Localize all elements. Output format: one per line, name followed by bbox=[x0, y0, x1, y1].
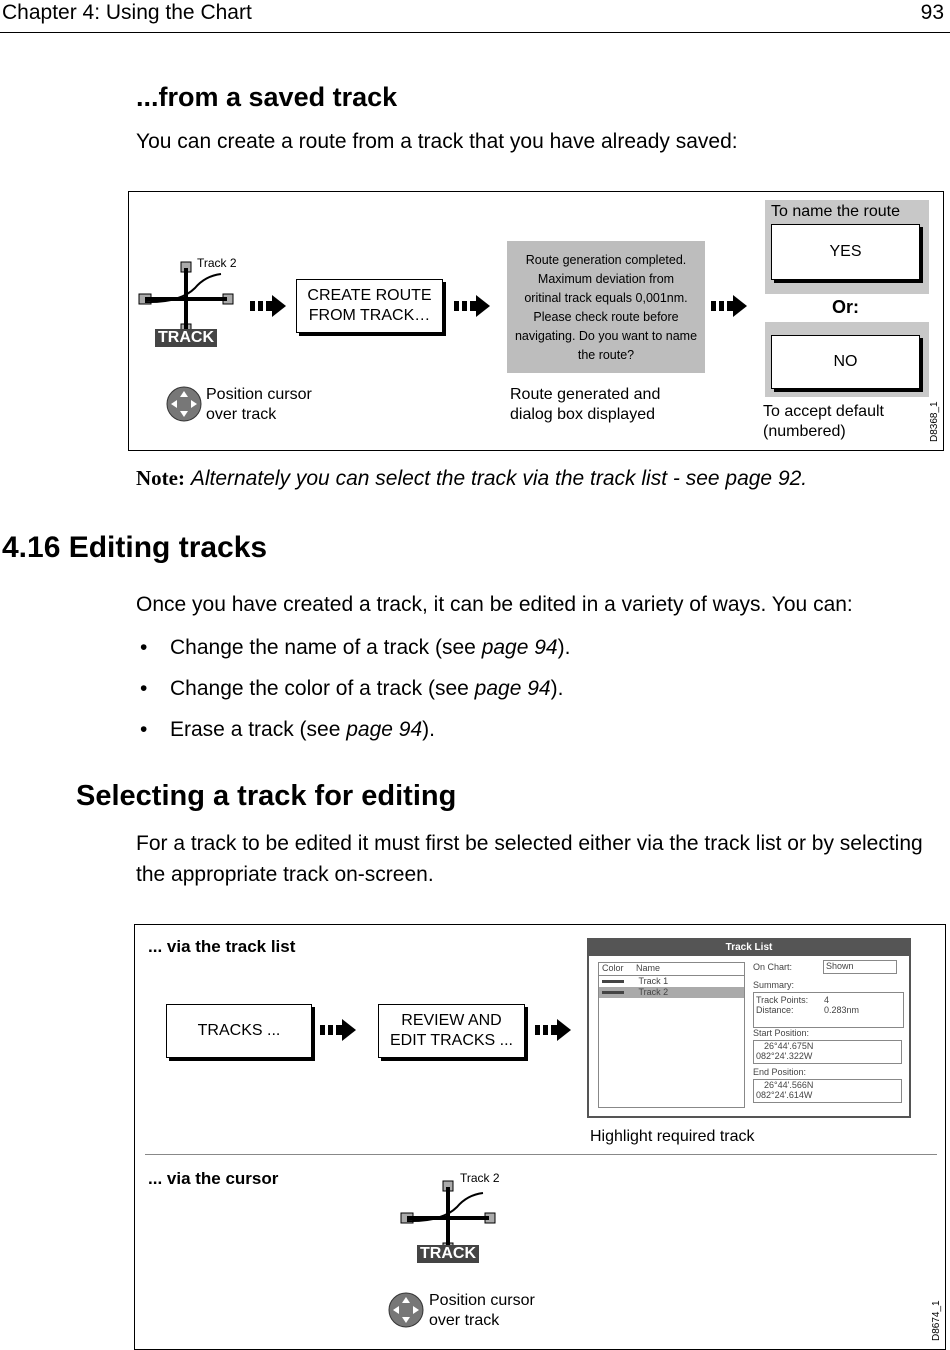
track-list-window bbox=[587, 938, 911, 1118]
bullet-dot: • bbox=[140, 677, 148, 700]
no-button[interactable]: NO bbox=[771, 335, 920, 389]
section-heading-editing-tracks: 4.16 Editing tracks bbox=[2, 531, 268, 564]
via-cursor-label: ... via the cursor bbox=[148, 1169, 279, 1188]
arrow-icon bbox=[320, 1017, 358, 1043]
page-link[interactable]: page 94 bbox=[474, 677, 551, 700]
track-badge: TRACK bbox=[155, 329, 217, 347]
bullet-change-color: Change the color of a track (see page 94). bbox=[170, 677, 564, 700]
track-badge: TRACK bbox=[417, 1245, 479, 1263]
divider bbox=[145, 1154, 937, 1155]
bullet-change-name: Change the name of a track (see page 94). bbox=[170, 636, 571, 659]
chapter-title: Chapter 4: Using the Chart bbox=[2, 1, 252, 24]
saved-track-intro: You can create a route from a track that you have already saved: bbox=[136, 130, 738, 153]
track-list-title: Track List bbox=[589, 940, 909, 956]
or-label: Or: bbox=[832, 297, 859, 317]
review-edit-tracks-button[interactable]: REVIEW AND EDIT TRACKS ... bbox=[378, 1004, 525, 1058]
cursor-caption: Position cursor over track bbox=[206, 386, 312, 423]
create-route-from-track-button[interactable]: CREATE ROUTE FROM TRACK… bbox=[296, 279, 443, 333]
arrow-icon bbox=[250, 293, 288, 319]
via-list-label: ... via the track list bbox=[148, 937, 296, 956]
accept-default-caption: To accept default (numbered) bbox=[763, 403, 884, 440]
end-position-label: End Position: bbox=[753, 1067, 807, 1077]
track-2-label: Track 2 bbox=[460, 1171, 500, 1185]
selecting-intro: For a track to be edited it must first be selected either via the track list or by selecting the appropriate track on-screen. bbox=[136, 832, 923, 886]
track-color-swatch bbox=[602, 991, 624, 994]
select-track-figure bbox=[134, 924, 946, 1350]
arrow-icon bbox=[454, 293, 492, 319]
track-list-table bbox=[598, 962, 745, 1108]
dialog-caption: Route generated and dialog box displayed bbox=[510, 386, 661, 423]
bullet-dot: • bbox=[140, 636, 148, 659]
figure-id: D8368_1 bbox=[929, 401, 940, 442]
bullet-erase: Erase a track (see page 94). bbox=[170, 718, 435, 741]
figure-id: D8674_1 bbox=[931, 1300, 942, 1341]
on-chart-label: On Chart: bbox=[753, 962, 793, 972]
note: Note: Alternately you can select the track via the track list - see page 92. bbox=[136, 466, 808, 490]
track-color-swatch bbox=[602, 980, 624, 983]
tracks-button[interactable]: TRACKS ... bbox=[166, 1004, 312, 1058]
saved-track-heading: ...from a saved track bbox=[136, 82, 398, 112]
start-position-label: Start Position: bbox=[753, 1028, 810, 1038]
bullet-dot: • bbox=[140, 718, 148, 741]
on-chart-field[interactable]: Shown bbox=[823, 960, 897, 974]
track-2-label: Track 2 bbox=[197, 256, 237, 270]
yes-button[interactable]: YES bbox=[771, 224, 920, 280]
arrow-icon bbox=[535, 1017, 573, 1043]
route-from-track-figure bbox=[128, 191, 944, 451]
page-header bbox=[0, 0, 950, 33]
page-link[interactable]: page 94 bbox=[481, 636, 558, 659]
route-generated-dialog: Route generation completed. Maximum deviation from oritinal track equals 0,001nm. Please check route before navigating. Do you want to name the route? bbox=[507, 241, 705, 373]
end-position-box: 26°44'.566N 082°24'.614W bbox=[753, 1079, 902, 1103]
editing-intro: Once you have created a track, it can be edited in a variety of ways. You can: bbox=[136, 593, 853, 616]
cursor-caption: Position cursor over track bbox=[429, 1292, 535, 1329]
summary-box: Track Points: 4 Distance: 0.283nm bbox=[753, 992, 904, 1028]
summary-label: Summary: bbox=[753, 980, 795, 990]
selecting-heading: Selecting a track for editing bbox=[76, 780, 457, 812]
cursor-pad-icon bbox=[165, 385, 203, 423]
table-row-selected[interactable]: Track 2 bbox=[599, 987, 744, 998]
arrow-icon bbox=[711, 293, 749, 319]
name-route-label: To name the route bbox=[771, 203, 900, 220]
page-number: 93 bbox=[920, 1, 944, 24]
cursor-pad-icon bbox=[387, 1291, 425, 1329]
page-link[interactable]: page 94 bbox=[346, 718, 423, 741]
highlight-caption: Highlight required track bbox=[590, 1128, 755, 1145]
track-list-header: Color Name bbox=[599, 963, 744, 976]
start-position-box: 26°44'.675N 082°24'.322W bbox=[753, 1040, 902, 1064]
table-row[interactable]: Track 1 bbox=[599, 976, 744, 987]
